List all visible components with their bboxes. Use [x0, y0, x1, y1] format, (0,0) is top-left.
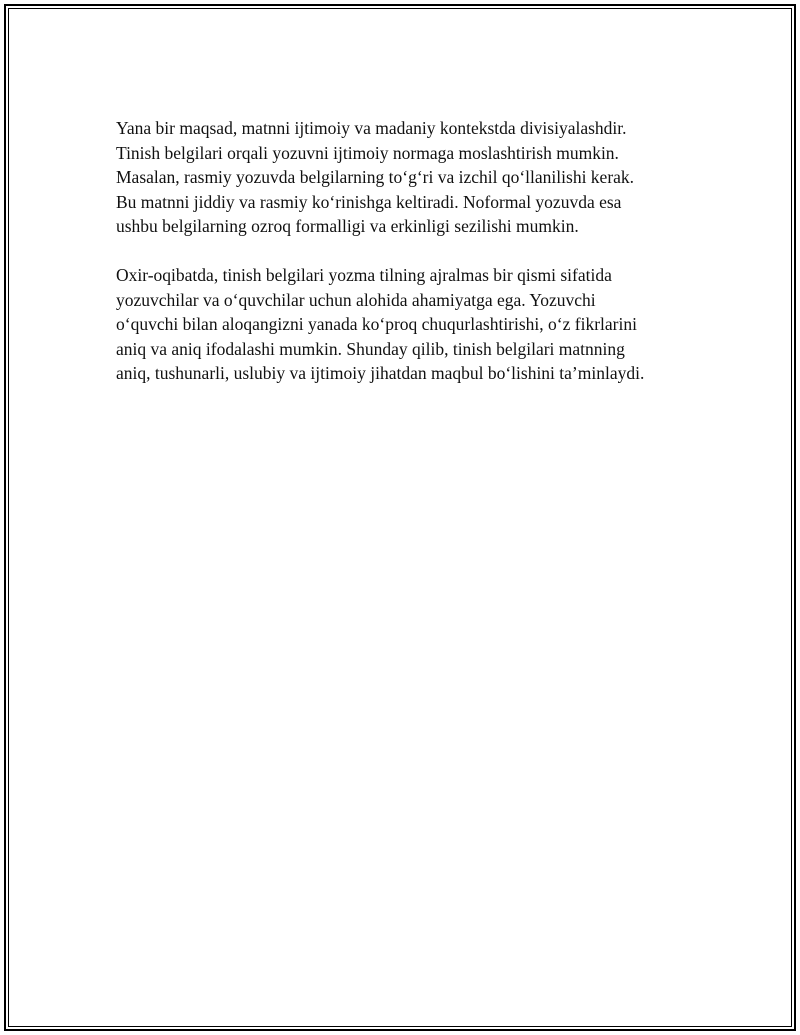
text-line: Bu matnni jiddiy va rasmiy ko‘rinishga keltiradi. Noformal yozuvda esa — [116, 191, 622, 212]
text-line: Oxir-oqibatda, tinish belgilari yozma tilning ajralmas bir qismi sifatida — [116, 265, 612, 285]
text-line: Yana bir maqsad, matnni ijtimoiy va madaniy kontekstda divisiyalashdir. — [116, 118, 627, 138]
text-line: aniq, tushunarli, uslubiy va ijtimoiy jihatdan maqbul bo‘lishini ta’minlaydi. — [116, 363, 645, 383]
text-line: Tinish belgilari orqali yozuvni ijtimoiy normaga moslashtirish mumkin. — [116, 142, 619, 163]
text-line: o‘quvchi bilan aloqangizni yanada ko‘proq chuqurlashtirishi, o‘z fikrlarini — [116, 314, 637, 334]
text-line: aniq va aniq ifodalashi mumkin. Shunday qilib, tinish belgilari matnning — [116, 338, 625, 359]
text-line: ushbu belgilarning ozroq formalligi va erkinligi sezilishi mumkin. — [116, 216, 579, 236]
text-line: yozuvchilar va o‘quvchilar uchun alohida ahamiyatga ega. Yozuvchi — [116, 289, 596, 310]
paragraph-1 — [116, 116, 696, 239]
text-line: Masalan, rasmiy yozuvda belgilarning to‘g‘ri va izchil qo‘llanilishi kerak. — [116, 167, 635, 187]
paragraph-2 — [116, 263, 696, 386]
document-body — [116, 116, 696, 386]
document-page — [4, 4, 796, 1031]
paragraph-spacer — [116, 239, 696, 264]
